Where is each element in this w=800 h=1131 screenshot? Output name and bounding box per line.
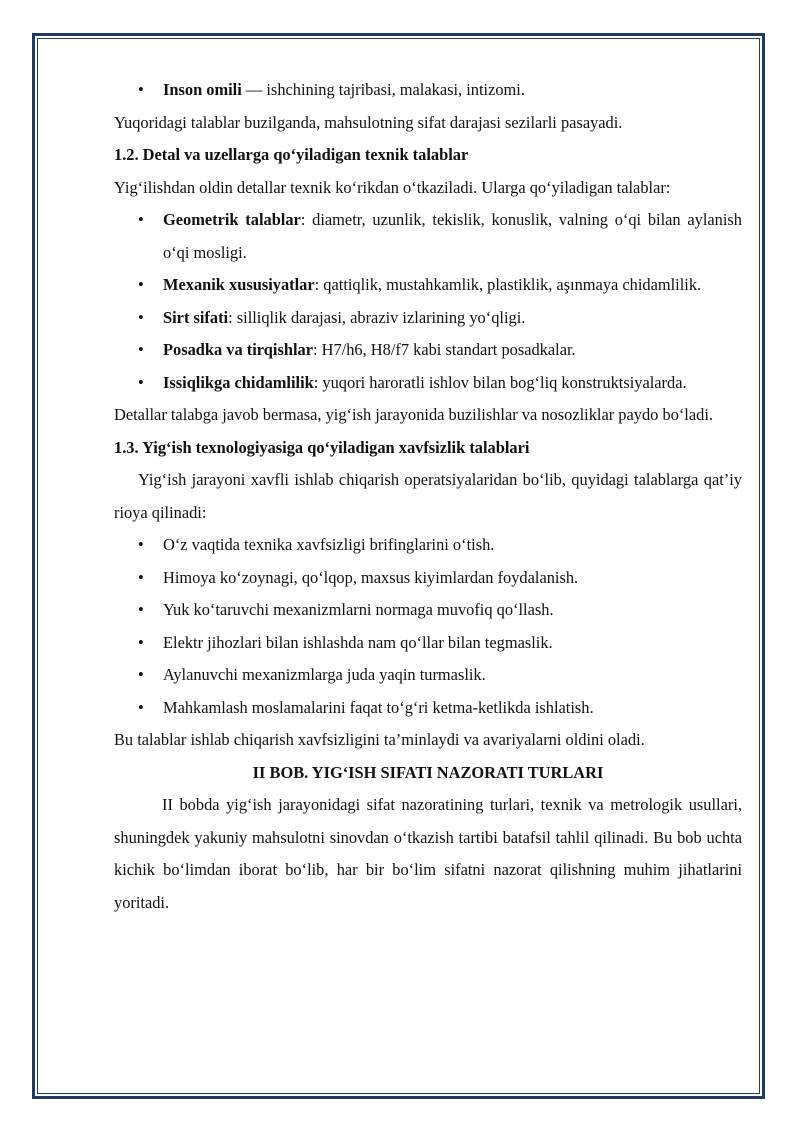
bullet-icon: • bbox=[138, 535, 144, 554]
bullet-icon: • bbox=[138, 632, 144, 652]
bullet-icon: • bbox=[138, 210, 144, 229]
chapter-title: II BOB. YIG‘ISH SIFATI NAZORATI TURLARI bbox=[252, 762, 604, 782]
list-item bbox=[114, 692, 742, 725]
list-item-text: Elektr jihozlari bilan ishlashda nam qo‘llar bilan tegmaslik. bbox=[163, 632, 553, 652]
paragraph: Yig‘ilishdan oldin detallar texnik ko‘rikdan o‘tkaziladi. Ularga qo‘yiladigan talablar: bbox=[114, 177, 671, 197]
bullet-icon: • bbox=[138, 340, 144, 359]
document-body bbox=[114, 74, 742, 919]
bullet-icon: • bbox=[138, 600, 144, 619]
term-bold: Inson omili bbox=[163, 80, 242, 99]
term-description: : yuqori haroratli ishlov bilan bog‘liq konstruktsiyalarda. bbox=[313, 372, 687, 392]
list-item bbox=[114, 659, 742, 692]
bullet-icon: • bbox=[138, 307, 144, 327]
list-item bbox=[114, 74, 742, 107]
list-item-text: Yuk ko‘taruvchi mexanizmlarni normaga muvofiq qo‘llash. bbox=[163, 600, 554, 619]
list-item bbox=[114, 562, 742, 595]
list-item bbox=[114, 269, 742, 302]
bullet-icon: • bbox=[138, 697, 144, 717]
term-bold: Mexanik xususiyatlar bbox=[163, 275, 315, 294]
term-description: : silliqlik darajasi, abraziv izlarining yo‘qligi. bbox=[228, 307, 526, 327]
section-heading-1-3: 1.3. Yig‘ish texnologiyasiga qo‘yiladigan xavfsizlik talablari bbox=[114, 437, 530, 457]
safety-list bbox=[114, 529, 742, 724]
list-item-text: Aylanuvchi mexanizmlarga juda yaqin turmaslik. bbox=[163, 665, 486, 684]
paragraph: Bu talablar ishlab chiqarish xavfsizligini ta’minlaydi va avariyalarni oldini oladi. bbox=[114, 730, 645, 749]
bullet-icon: • bbox=[138, 665, 144, 684]
bullet-icon: • bbox=[138, 275, 144, 294]
term-bold: Posadka va tirqishlar bbox=[163, 340, 313, 359]
list-item-text: Mahkamlash moslamalarini faqat to‘g‘ri ketma-ketlikda ishlatish. bbox=[163, 697, 594, 717]
factor-list bbox=[114, 74, 742, 107]
list-item bbox=[114, 594, 742, 627]
term-description: : qattiqlik, mustahkamlik, plastiklik, aşınmaya chidamlilik. bbox=[314, 275, 702, 294]
term-description: : H7/h6, H8/f7 kabi standart posadkalar. bbox=[312, 340, 576, 359]
paragraph: II bobda yig‘ish jarayonidagi sifat nazoratining turlari, texnik va metrologik usullari, shuningdek yakuniy mahsulotni sinovdan o‘tkazish tartibi batafsil tahlil qilinadi. Bu bob uchta kichik bo‘limdan iborat bo‘lib, har bir bo‘lim sifatni nazorat qilishning muhim jihatlarini yoritadi. bbox=[114, 795, 742, 912]
bullet-icon: • bbox=[138, 80, 144, 99]
paragraph: Detallar talabga javob bermasa, yig‘ish jarayonida buzilishlar va nosozliklar paydo bo‘ladi. bbox=[114, 405, 713, 424]
list-item bbox=[114, 302, 742, 335]
term-description: : diametr, uzunlik, tekislik, konuslik, valning o‘qi bilan aylanish o‘qi mosligi. bbox=[163, 210, 742, 262]
list-item-text: O‘z vaqtida texnika xavfsizligi brifinglarini o‘tish. bbox=[163, 535, 495, 554]
term-bold: Geometrik talablar bbox=[163, 210, 301, 229]
term-bold: Issiqlikga chidamlilik bbox=[163, 372, 314, 392]
list-item bbox=[114, 334, 742, 367]
list-item bbox=[114, 367, 742, 400]
section-heading-1-2: 1.2. Detal va uzellarga qo‘yiladigan texnik talablar bbox=[114, 145, 469, 164]
list-item bbox=[114, 529, 742, 562]
term-description: — ishchining tajribasi, malakasi, intizomi. bbox=[241, 80, 525, 99]
list-item bbox=[114, 204, 742, 269]
bullet-icon: • bbox=[138, 372, 144, 392]
list-item bbox=[114, 627, 742, 660]
list-item-text: Himoya ko‘zoynagi, qo‘lqop, maxsus kiyimlardan foydalanish. bbox=[163, 567, 579, 587]
requirements-list bbox=[114, 204, 742, 399]
bullet-icon: • bbox=[138, 567, 144, 587]
paragraph: Yig‘ish jarayoni xavfli ishlab chiqarish operatsiyalaridan bo‘lib, quyidagi talablarga qat’iy rioya qilinadi: bbox=[114, 470, 742, 522]
term-bold: Sirt sifati bbox=[163, 307, 229, 327]
paragraph: Yuqoridagi talablar buzilganda, mahsulotning sifat darajasi sezilarli pasayadi. bbox=[114, 112, 623, 132]
